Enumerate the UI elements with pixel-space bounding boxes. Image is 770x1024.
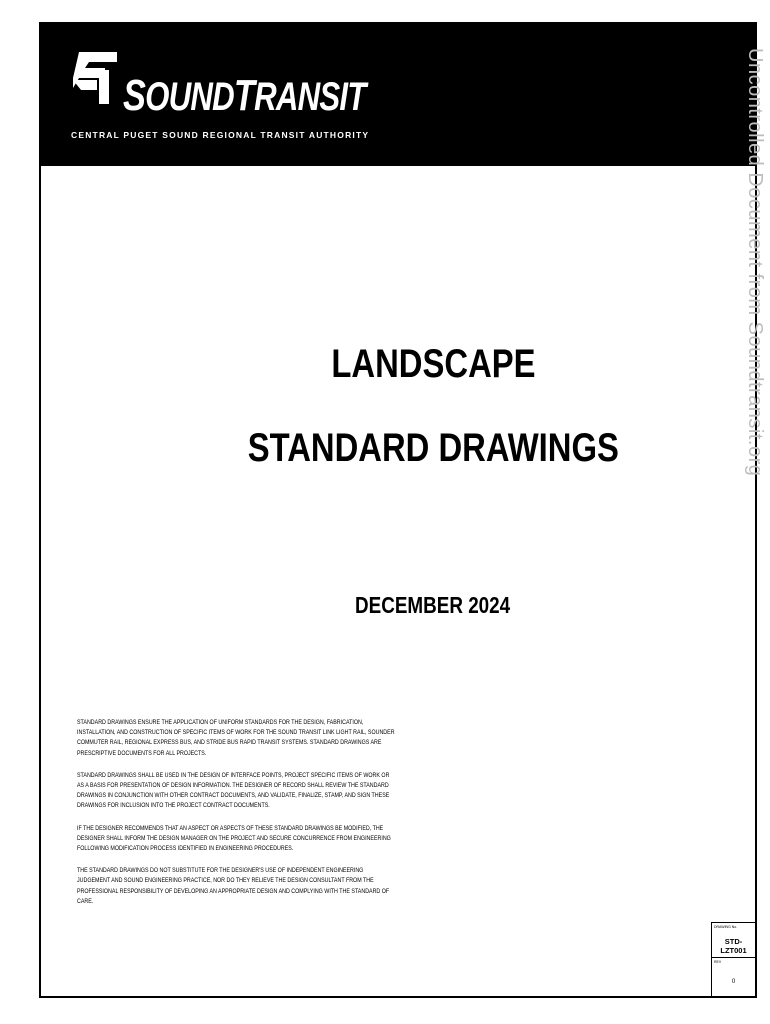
title-date: DECEMBER 2024 bbox=[355, 592, 511, 618]
title-standard-drawings: STANDARD DRAWINGS bbox=[247, 426, 619, 470]
title-landscape: LANDSCAPE bbox=[330, 342, 536, 386]
header-band bbox=[41, 24, 755, 166]
note-paragraph: THE STANDARD DRAWINGS DO NOT SUBSTITUTE FOR THE DESIGNER'S USE OF INDEPENDENT ENGINEERING JUDGEMENT AND SOUND ENGINEERING PRACTICE, NOR DO THEY RELIEVE THE DESIGN CONSULTANT FROM THE PROFESSIONAL RESPONSIBILITY OF DEVELOPING AN APPROPRIATE DESIGN AND COMPLYING WITH THE STANDARD OF CARE. bbox=[77, 867, 390, 905]
note-paragraph: STANDARD DRAWINGS ENSURE THE APPLICATION OF UNIFORM STANDARDS FOR THE DESIGN, FABRICATION, INSTALLATION, AND CONSTRUCTION OF SPECIFIC ITEMS OF WORK FOR THE SOUND TRANSIT LINK LIGHT RAIL, SOUNDER COMMUTER RAIL, REGIONAL EXPRESS BUS, AND STRIDE BUS RAPID TRANSIT SYSTEMS. STANDARD DRAWINGS ARE PRESCRIPTIVE DOCUMENTS FOR ALL PROJECTS. bbox=[77, 719, 395, 757]
drawing-number: STD-LZT001 bbox=[720, 937, 747, 955]
drawing-sheet bbox=[39, 22, 757, 998]
drawing-number-label: DRAWING No. bbox=[714, 925, 738, 929]
logo-wordmark: SOUNDTRANSIT bbox=[123, 71, 366, 120]
note-paragraph: STANDARD DRAWINGS SHALL BE USED IN THE DESIGN OF INTERFACE POINTS, PROJECT SPECIFIC ITEMS OF WORK OR AS A BASIS FOR PRESENTATION OF DESIGN INFORMATION. THE DESIGNER OF RECORD SHALL REVIEW THE STANDARD DRAWINGS IN CONJUNCTION WITH OTHER CONTRACT DOCUMENTS, AND VALIDATE, FINALIZE, STAMP, AND SIGN THESE DRAWINGS FOR INCLUSION INTO THE PROJECT CONTRACT DOCUMENTS. bbox=[77, 771, 390, 810]
sound-transit-logo-icon bbox=[71, 50, 121, 106]
title-block-drawing-cell bbox=[712, 923, 755, 958]
note-paragraph: IF THE DESIGNER RECOMMENDS THAT AN ASPECT OR ASPECTS OF THESE STANDARD DRAWINGS BE MODIFIED, THE DESIGNER SHALL INFORM THE DESIGN MANAGER ON THE PROJECT AND SECURE CONCURRENCE FROM ENGINEERING FOLLOWING MODIFICATION PROCESS IDENTIFIED IN ENGINEERING PROCEDURES. bbox=[77, 824, 391, 853]
title-block bbox=[711, 922, 755, 996]
authority-name: CENTRAL PUGET SOUND REGIONAL TRANSIT AUTHORITY bbox=[71, 130, 370, 140]
rev-number: 0 bbox=[731, 979, 736, 985]
rev-label: REV bbox=[714, 960, 722, 964]
general-notes bbox=[77, 718, 397, 919]
watermark-text: Uncontrolled Document from Soundtransit.org bbox=[744, 48, 766, 477]
